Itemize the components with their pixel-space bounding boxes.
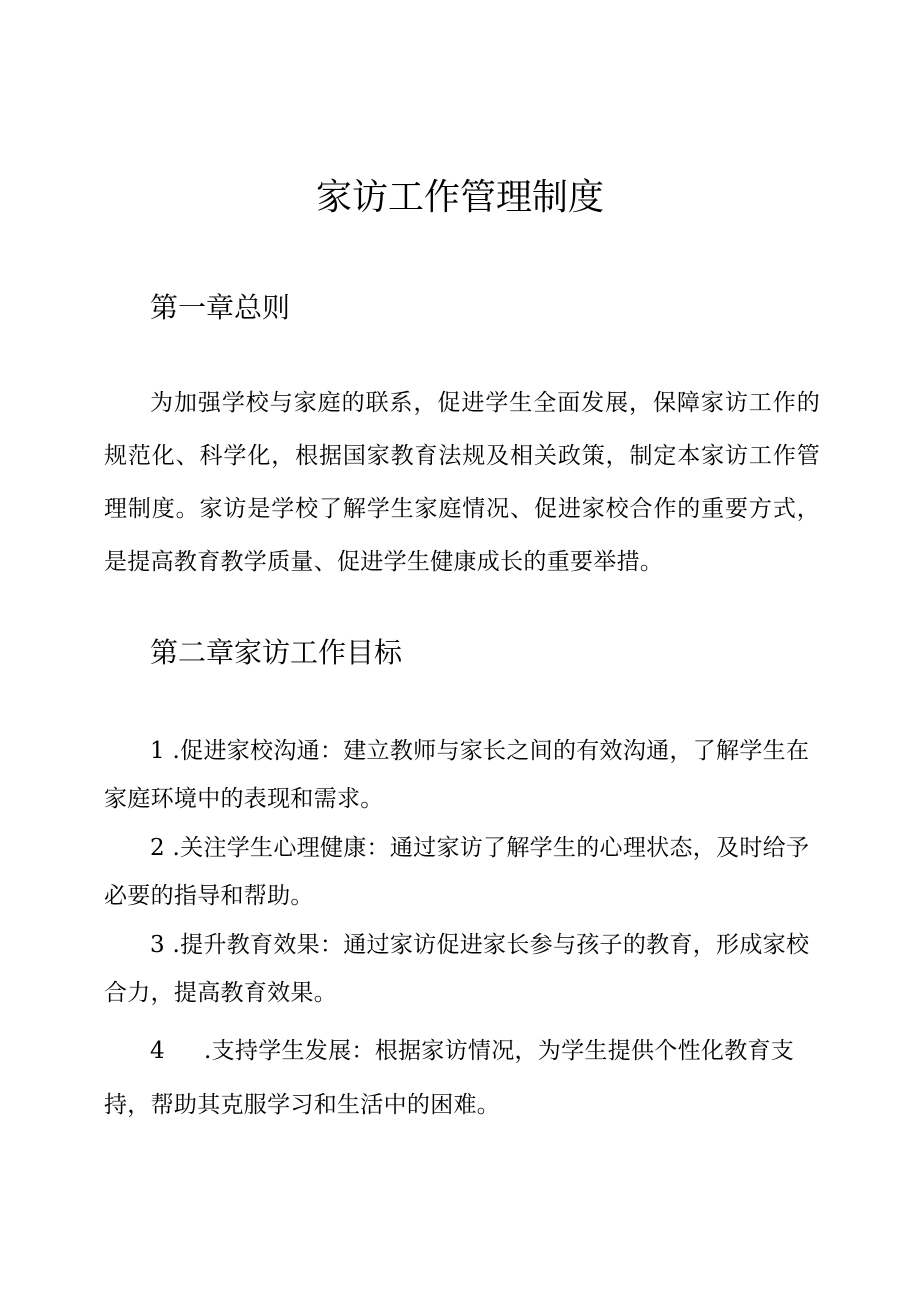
goal-item-1 <box>104 727 820 823</box>
goal-item-4 <box>104 1024 820 1132</box>
goal-item-3-number: 3 <box>150 932 165 958</box>
goal-item-4-number: 4 <box>150 1038 165 1064</box>
chapter-2-heading: 第二章家访工作目标 <box>150 636 403 669</box>
chapter-1-heading: 第一章总则 <box>150 291 291 324</box>
chapter-1-paragraph: 为加强学校与家庭的联系，促进学生全面发展，保障家访工作的规范化、科学化，根据国家教育法规及相关政策，制定本家访工作管理制度。家访是学校了解学生家庭情况、促进家校合作的重要方式，是提高教育教学质量、促进学生健康成长的重要举措。 <box>104 390 820 575</box>
goal-item-3-text: .提升教育效果：通过家访促进家长参与孩子的教育，形成家校合力，提高教育效果。 <box>104 932 810 1006</box>
goal-item-2-number: 2 <box>150 835 165 861</box>
goal-item-1-number: 1 <box>150 738 165 764</box>
goal-item-2 <box>104 824 820 920</box>
goal-item-1-text: .促进家校沟通：建立教师与家长之间的有效沟通，了解学生在家庭环境中的表现和需求。 <box>104 738 810 812</box>
document-title: 家访工作管理制度 <box>315 177 604 218</box>
goal-item-2-text: .关注学生心理健康：通过家访了解学生的心理状态，及时给予必要的指导和帮助。 <box>104 835 810 909</box>
goal-item-3 <box>104 921 820 1017</box>
goal-item-4-text: .支持学生发展：根据家访情况，为学生提供个性化教育支持，帮助其克服学习和生活中的困难。 <box>104 1038 795 1118</box>
